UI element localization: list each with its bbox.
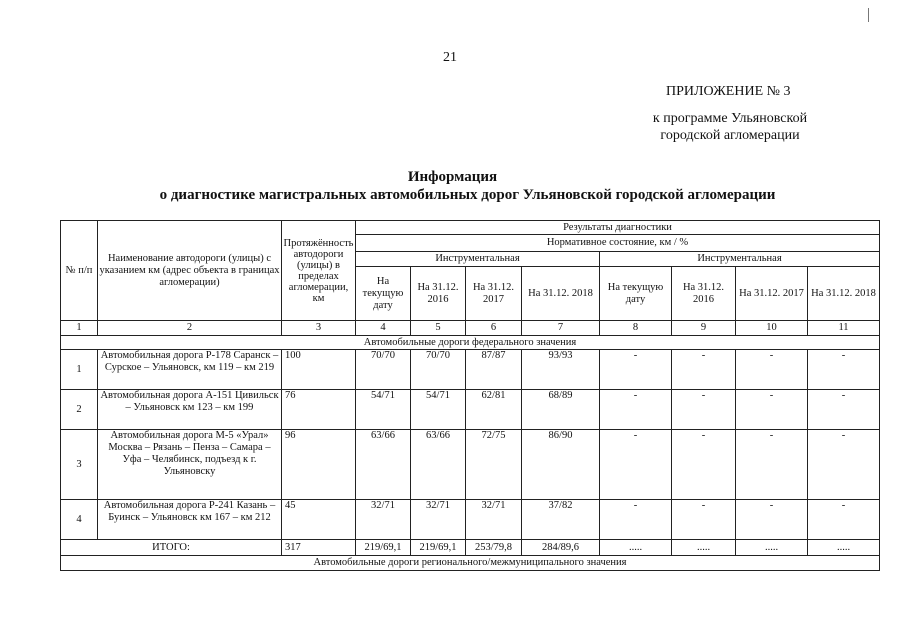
total-value: ..... xyxy=(808,540,880,556)
appendix-label: ПРИЛОЖЕНИЕ № 3 xyxy=(666,84,791,99)
column-number: 8 xyxy=(600,321,672,336)
row-num: 4 xyxy=(61,500,98,540)
total-value: 219/69,1 xyxy=(356,540,411,556)
row-num: 2 xyxy=(61,390,98,430)
value-cell: 70/70 xyxy=(411,350,466,390)
value-cell: - xyxy=(808,390,880,430)
road-length: 45 xyxy=(282,500,356,540)
value-cell: - xyxy=(600,350,672,390)
section-regional: Автомобильные дороги регионального/межмуниципального значения xyxy=(61,556,880,571)
value-cell: - xyxy=(808,430,880,500)
value-cell: 86/90 xyxy=(522,430,600,500)
title-line-2: о диагностике магистральных автомобильных дорог Ульяновской городской агломерации xyxy=(159,187,776,203)
value-cell: - xyxy=(736,390,808,430)
total-value: 219/69,1 xyxy=(411,540,466,556)
total-value: 284/89,6 xyxy=(522,540,600,556)
total-value: ..... xyxy=(600,540,672,556)
row-num: 3 xyxy=(61,430,98,500)
total-row xyxy=(61,540,880,556)
header-date: На 31.12. 2018 xyxy=(522,267,600,321)
header-length: Протяжённость автодороги (улицы) в пределах агломерации, км xyxy=(282,221,356,321)
value-cell: 93/93 xyxy=(522,350,600,390)
subtitle-line-2: городской агломерации xyxy=(660,128,800,143)
header-name: Наименование автодороги (улицы) с указанием км (адрес объекта в границах агломерации) xyxy=(98,221,282,321)
diagnostics-table xyxy=(60,220,880,571)
total-value: ..... xyxy=(672,540,736,556)
column-number: 6 xyxy=(466,321,522,336)
value-cell: 54/71 xyxy=(411,390,466,430)
value-cell: 63/66 xyxy=(411,430,466,500)
row-num: 1 xyxy=(61,350,98,390)
header-date: На 31.12. 2017 xyxy=(466,267,522,321)
value-cell: - xyxy=(600,500,672,540)
road-length: 76 xyxy=(282,390,356,430)
value-cell: 32/71 xyxy=(411,500,466,540)
column-number: 10 xyxy=(736,321,808,336)
value-cell: - xyxy=(672,500,736,540)
value-cell: - xyxy=(736,350,808,390)
value-cell: - xyxy=(736,500,808,540)
value-cell: 32/71 xyxy=(356,500,411,540)
total-value: ..... xyxy=(736,540,808,556)
header-num: № п/п xyxy=(61,221,98,321)
scan-mark xyxy=(868,8,869,22)
value-cell: - xyxy=(672,350,736,390)
table-row xyxy=(61,350,880,390)
table-row xyxy=(61,500,880,540)
header-date: На текущую дату xyxy=(356,267,411,321)
document-title xyxy=(0,168,905,204)
appendix-subtitle xyxy=(650,110,810,144)
value-cell: - xyxy=(808,350,880,390)
column-number: 4 xyxy=(356,321,411,336)
value-cell: 37/82 xyxy=(522,500,600,540)
value-cell: 63/66 xyxy=(356,430,411,500)
header-instrumental-2: Инструментальная xyxy=(600,252,880,267)
column-number: 3 xyxy=(282,321,356,336)
column-number: 2 xyxy=(98,321,282,336)
value-cell: - xyxy=(600,430,672,500)
title-line-1: Информация xyxy=(407,169,498,185)
value-cell: 72/75 xyxy=(466,430,522,500)
header-date: На 31.12. 2016 xyxy=(411,267,466,321)
header-date: На 31.12. 2018 xyxy=(808,267,880,321)
header-results: Результаты диагностики xyxy=(356,221,880,235)
column-number: 11 xyxy=(808,321,880,336)
header-date: На текущую дату xyxy=(600,267,672,321)
header-date: На 31.12. 2016 xyxy=(672,267,736,321)
subtitle-line-1: к программе Ульяновской xyxy=(652,111,808,126)
header-instrumental-1: Инструментальная xyxy=(356,252,600,267)
value-cell: 68/89 xyxy=(522,390,600,430)
column-number: 7 xyxy=(522,321,600,336)
value-cell: 87/87 xyxy=(466,350,522,390)
header-date: На 31.12. 2017 xyxy=(736,267,808,321)
road-name: Автомобильная дорога Р-178 Саранск – Сурское – Ульяновск, км 119 – км 219 xyxy=(98,350,282,390)
table-row xyxy=(61,390,880,430)
value-cell: 62/81 xyxy=(466,390,522,430)
value-cell: - xyxy=(600,390,672,430)
road-name: Автомобильная дорога А-151 Цивильск – Ульяновск км 123 – км 199 xyxy=(98,390,282,430)
road-name: Автомобильная дорога Р-241 Казань – Буинск – Ульяновск км 167 – км 212 xyxy=(98,500,282,540)
total-value: 253/79,8 xyxy=(466,540,522,556)
header-normative: Нормативное состояние, км / % xyxy=(356,235,880,252)
column-number: 5 xyxy=(411,321,466,336)
table-row xyxy=(61,430,880,500)
value-cell: 32/71 xyxy=(466,500,522,540)
page-number: 21 xyxy=(443,50,457,65)
value-cell: - xyxy=(736,430,808,500)
road-length: 100 xyxy=(282,350,356,390)
total-label: ИТОГО: xyxy=(61,540,282,556)
column-number: 9 xyxy=(672,321,736,336)
section-federal: Автомобильные дороги федерального значения xyxy=(61,336,880,350)
value-cell: 70/70 xyxy=(356,350,411,390)
column-number: 1 xyxy=(61,321,98,336)
road-name: Автомобильная дорога М-5 «Урал» Москва – Рязань – Пенза – Самара – Уфа – Челябинск, подъезд к г. Ульяновску xyxy=(98,430,282,500)
value-cell: - xyxy=(672,430,736,500)
value-cell: - xyxy=(672,390,736,430)
road-length: 96 xyxy=(282,430,356,500)
total-length: 317 xyxy=(282,540,356,556)
value-cell: 54/71 xyxy=(356,390,411,430)
value-cell: - xyxy=(808,500,880,540)
